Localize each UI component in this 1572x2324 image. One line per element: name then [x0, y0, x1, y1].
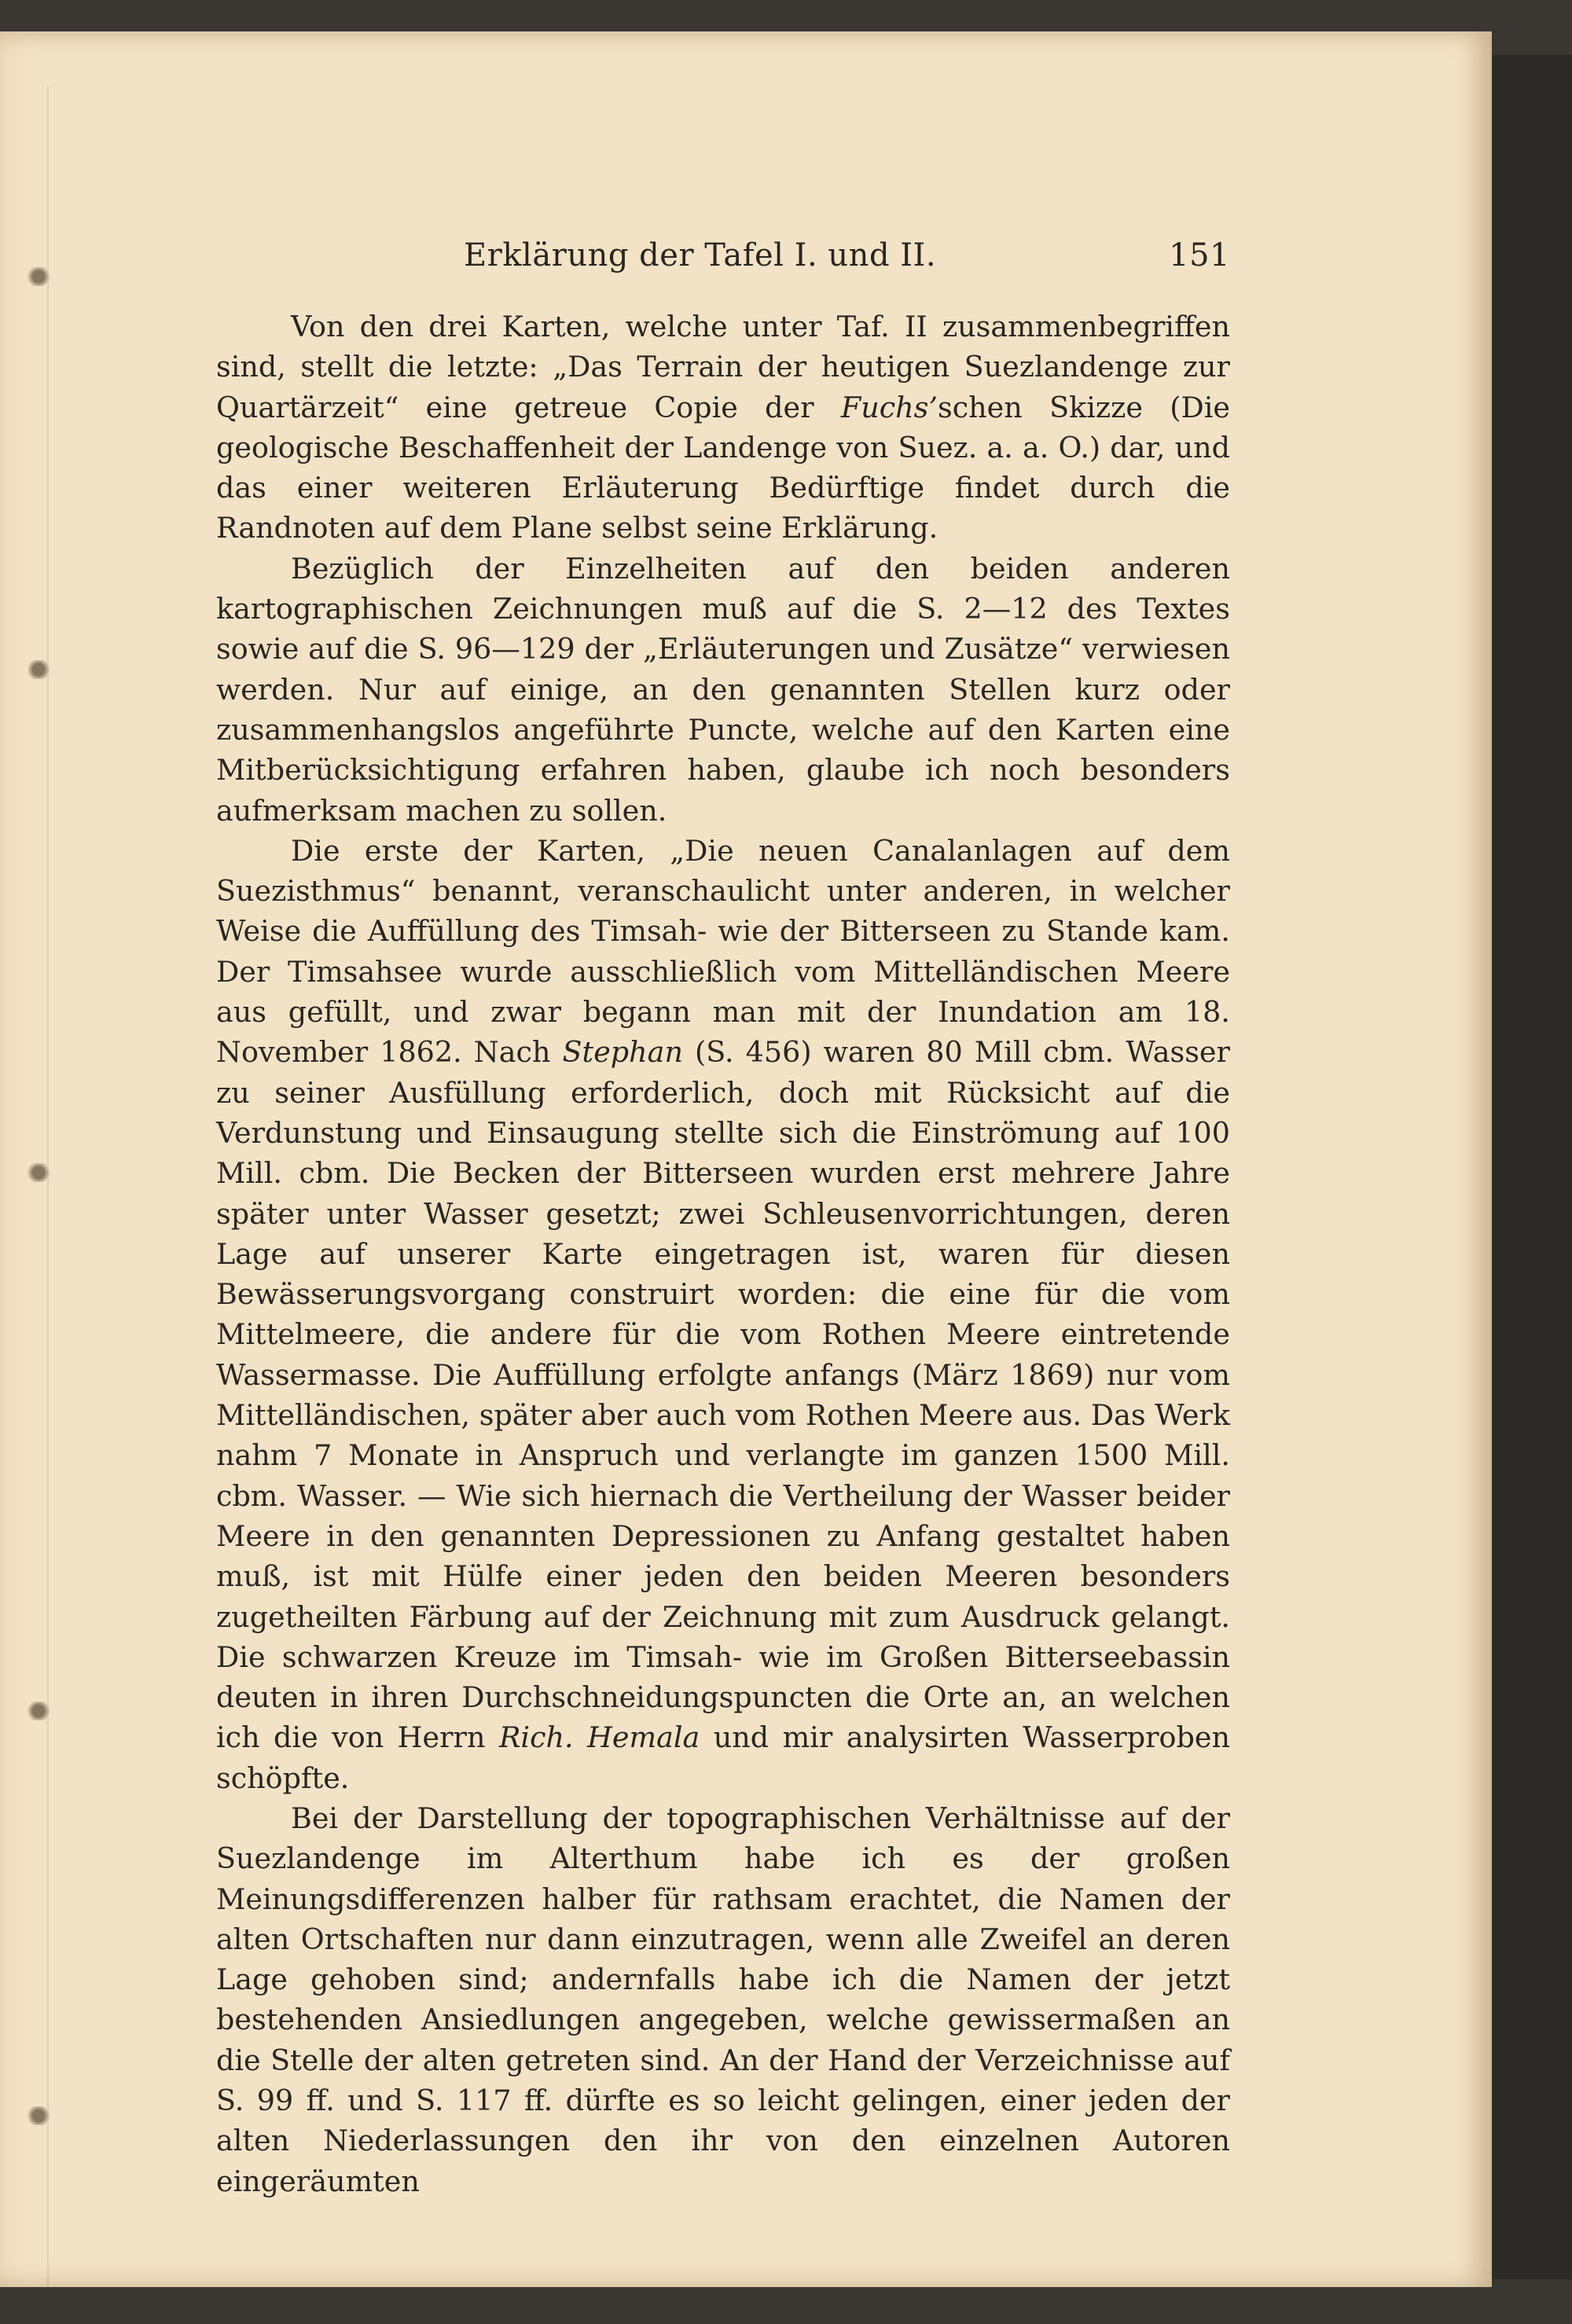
text-run: schen Skizze (Die geologische Beschaffenheit der Landenge von Suez. a. a. O.) dar, und das einer weiteren Erläuterung Bedürftige findet durch die Randnoten auf dem Plane selbst seine Erklärung.: [216, 390, 1230, 545]
italic-author-name: Fuchs’: [840, 390, 938, 424]
paragraph: [216, 831, 1230, 1798]
paragraph: [216, 549, 1230, 831]
binding-thread-mark: [22, 1702, 55, 1720]
text-run: Bezüglich der Einzelheiten auf den beiden anderen kartographischen Zeichnungen muß auf die S. 2—12 des Textes sowie auf die S. 96—129 der „Erläuterungen und Zusätze“ verwiesen werden. Nur auf einige, an den genannten Stellen kurz oder zusammenhangslos angeführte Puncte, welche auf den Karten eine Mitberücksichtigung erfahren haben, glaube ich noch besonders aufmerksam machen zu sollen.: [216, 551, 1230, 828]
running-header: [216, 228, 1230, 283]
italic-author-name: Stephan: [562, 1035, 683, 1070]
paragraph: [216, 307, 1230, 549]
binding-thread-mark: [22, 267, 55, 286]
binding-thread-mark: [22, 660, 55, 679]
binding-thread-mark: [22, 2106, 55, 2125]
book-cover-edge: [1478, 0, 1572, 2324]
binding-thread-mark: [22, 1163, 55, 1182]
body-text: [216, 307, 1230, 2198]
gutter-line: [47, 86, 49, 2287]
running-title: Erklärung der Tafel I. und II.: [464, 237, 937, 274]
text-run: (S. 456) waren 80 Mill cbm. Wasser zu seiner Ausfüllung erforderlich, doch mit Rücksicht auf die Verdunstung und Einsaugung stellte sich die Einströmung auf 100 Mill. cbm. Die Becken der Bitterseen wurden erst mehrere Jahre später unter Wasser gesetzt; zwei Schleusenvorrichtungen, deren Lage auf unserer Karte eingetragen ist, waren für diesen Bewässerungsvorgang construirt worden: die eine für die vom Mittelmeere, die andere für die vom Rothen Meere eintretende Wassermasse. Die Auffüllung erfolgte anfangs (März 1869) nur vom Mittelländischen, später aber auch vom Rothen Meere aus. Das Werk nahm 7 Monate in Anspruch und verlangte im ganzen 1500 Mill. cbm. Wasser. — Wie sich hiernach die Vertheilung der Wasser beider Meere in den genannten Depressionen zu Anfang gestaltet haben muß, ist mit Hülfe einer jeden den beiden Meeren besonders zugetheilten Färbung auf der Zeichnung mit zum Ausdruck gelangt. Die schwarzen Kreuze im Timsah- wie im Großen Bitterseebassin deuten in ihren Durchschneidungspuncten die Orte an, an welchen ich die von Herrn: [216, 1035, 1230, 1755]
page-number: 151: [1169, 237, 1230, 274]
text-run: und mir analysirten Wasserproben schöpfte.: [216, 1720, 1230, 1795]
paragraph: [216, 1798, 1230, 2201]
text-run: Von den drei Karten, welche unter Taf. II zusammenbegriffen sind, stellt die letzte: „Das Terrain der heutigen Suezlandenge zur Quartärzeit“ eine getreue Copie der: [216, 310, 1230, 424]
text-run: Bei der Darstellung der topographischen Verhältnisse auf der Suezlandenge im Alterthum habe ich es der großen Meinungsdifferenzen halber für rathsam erachtet, die Namen der alten Ortschaften nur dann einzutragen, wenn alle Zweifel an deren Lage gehoben sind; andernfalls habe ich die Namen der jetzt bestehenden Ansiedlungen angegeben, welche gewissermaßen an die Stelle der alten getreten sind. An der Hand der Verzeichnisse auf S. 99 ff. und S. 117 ff. dürfte es so leicht gelingen, einer jeden der alten Niederlassungen den ihr von den einzelnen Autoren eingeräumten: [216, 1801, 1230, 2198]
italic-author-name: Rich. Hemala: [498, 1720, 700, 1755]
text-run: Die erste der Karten, „Die neuen Canalanlagen auf dem Suezisthmus“ benannt, veranschaulicht unter anderen, in welcher Weise die Auffüllung des Timsah- wie der Bitterseen zu Stande kam. Der Timsahsee wurde ausschließlich vom Mittelländischen Meere aus gefüllt, und zwar begann man mit der Inundation am 18. November 1862. Nach: [216, 833, 1230, 1070]
